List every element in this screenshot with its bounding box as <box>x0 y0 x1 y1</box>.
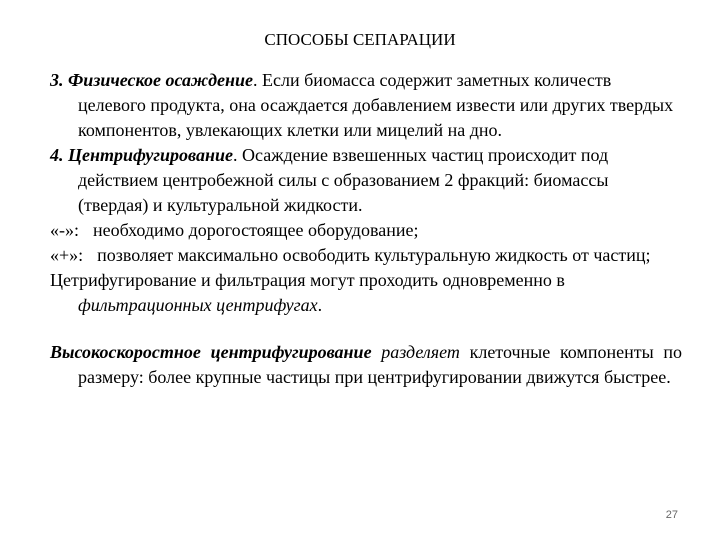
paragraph-physical-sedimentation <box>50 68 682 143</box>
plus-marker: «+»: <box>50 245 84 265</box>
high-speed-term: Высокоскоростное центрифугирование <box>50 342 372 362</box>
centrifugation-text: . Осаждение взвешенных частиц происходит под действием центробежной силы с образованием 2 фракций: биомассы (твердая) и культуральной жидкости. <box>78 145 609 215</box>
advantage-text: позволяет максимально освободить культуральную жидкость от частиц; <box>97 245 651 265</box>
paragraph-advantage <box>50 243 682 268</box>
slide-number: 27 <box>665 509 678 521</box>
paragraph-combined-filtration <box>50 268 682 318</box>
physical-sedimentation-text: . Если биомасса содержит заметных количеств целевого продукта, она осаждается добавлением извести или других твердых компонентов, увлекающих клетки или мицелий на дно. <box>78 70 674 140</box>
disadvantage-text: необходимо дорогостоящее оборудование; <box>93 220 419 240</box>
paragraph-centrifugation <box>50 143 682 218</box>
filtration-centrifuges-term: фильтрационных центрифугах <box>78 295 318 315</box>
physical-sedimentation-heading: 3. Физическое осаждение <box>50 70 254 90</box>
high-speed-text: клеточные компоненты по размеру: более крупные частицы при центрифугировании движутся быстрее. <box>78 342 683 387</box>
centrifugation-heading: 4. Центрифугирование <box>50 145 233 165</box>
page-title: СПОСОБЫ СЕПАРАЦИИ <box>264 30 456 49</box>
combined-text: Цетрифугирование и фильтрация могут проходить одновременно в <box>50 270 565 290</box>
combined-end: . <box>317 295 323 315</box>
minus-marker: «-»: <box>50 220 79 240</box>
paragraph-disadvantage <box>50 218 682 243</box>
separates-verb: разделяет <box>381 342 460 362</box>
paragraph-high-speed <box>50 340 682 390</box>
slide-body <box>50 68 682 390</box>
